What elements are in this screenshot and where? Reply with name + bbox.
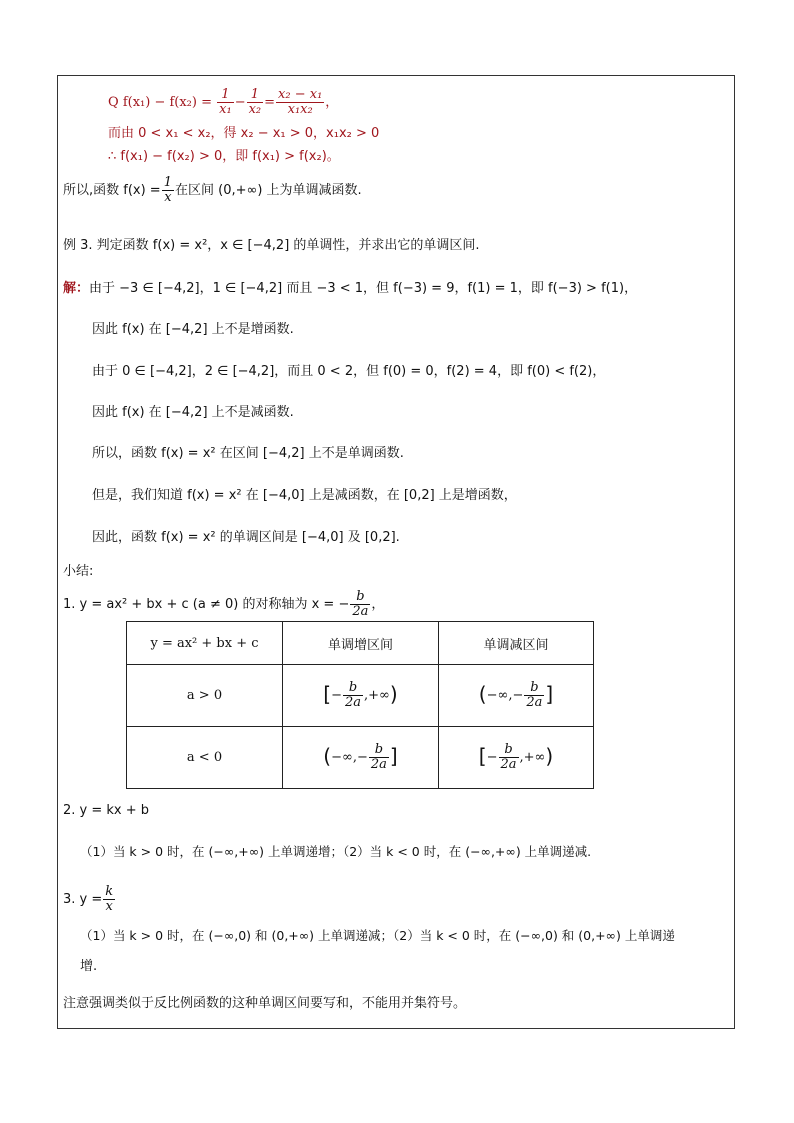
decreasing-interval-cell: [− $\frac{b}{2a}$ ,+∞) [439, 727, 594, 789]
quadratic-monotonicity-table [126, 621, 594, 789]
fraction-1-over-x1: $\frac{1}{\text{x₁}}$ [219, 87, 232, 117]
fraction-k-over-x: $\frac{k}{x}$ [105, 884, 114, 914]
table-header-decreasing: 单调减区间 [439, 622, 594, 665]
proof-difference: f(x₁) − f(x₂) = [122, 95, 212, 110]
decreasing-interval-cell: (−∞,− $\frac{b}{2a}$ ] [439, 665, 594, 727]
summary-note: 注意强调类似于反比例函数的这种单调区间要写和，不能用并集符号。 [63, 996, 467, 1011]
fraction-combined: $\frac{\text{x₂ − x₁}}{\text{x₁x₂}}$ [278, 87, 323, 117]
increasing-interval-cell: (−∞,− $\frac{b}{2a}$ ] [283, 727, 439, 789]
solution-line-7: 因此，函数 f(x) = x² 的单调区间是 [−4,0] 及 [0,2]. [92, 530, 400, 545]
proof-line-2: 而由 0 < x₁ < x₂，得 x₂ − x₁ > 0，x₁x₂ > 0 [108, 126, 380, 141]
solution-line-6: 但是，我们知道 f(x) = x² 在 [−4,0] 上是减函数，在 [0,2] 上是增函数， [92, 488, 517, 503]
increasing-interval-cell: [− $\frac{b}{2a}$ ,+∞) [283, 665, 439, 727]
solution-line-1: 解：由于 −3 ∈ [−4,2]，1 ∈ [−4,2] 而且 −3 < 1，但 f(−3) = 9，f(1) = 1，即 f(−3) > f(1)， [63, 281, 638, 296]
solution-line-5: 所以，函数 f(x) = x² 在区间 [−4,2] 上不是单调函数. [92, 446, 404, 461]
solution-line-2: 因此 f(x) 在 [−4,2] 上不是增函数. [92, 322, 294, 337]
summary-heading: 小结: [63, 564, 94, 579]
summary-item-1: 1. y = ax² + bx + c (a ≠ 0) 的对称轴为 x = − $\frac{b}{2a}$ ， [63, 589, 385, 619]
table-header-function: y = ax² + bx + c [127, 622, 283, 665]
condition-a-positive: a > 0 [127, 665, 283, 727]
example-3-title: 例 3. 判定函数 f(x) = x²，x ∈ [−4,2] 的单调性，并求出它的单调区间. [63, 238, 480, 253]
fraction-b-over-2a: $\frac{b}{2a}$ [352, 589, 369, 619]
summary-item-2: 2. y = kx + b [63, 803, 150, 818]
summary-item-2-detail: （1）当 k > 0 时，在 (−∞,+∞) 上单调递增；（2）当 k < 0 时，在 (−∞,+∞) 上单调递减. [80, 844, 592, 859]
table-header-increasing: 单调增区间 [283, 622, 439, 665]
fraction-1-over-x: $\frac{1}{x}$ [163, 175, 172, 205]
content-frame [57, 75, 735, 1029]
solution-line-3: 由于 0 ∈ [−4,2]，2 ∈ [−4,2]，而且 0 < 2，但 f(0) = 0，f(2) = 4，即 f(0) < f(2)， [92, 364, 606, 379]
proof-conclusion: 所以,函数 f(x) = $\frac{1}{x}$ 在区间 (0,+∞) 上为单调减函数. [63, 175, 362, 205]
table-row [127, 727, 594, 789]
proof-line-1: Q f(x₁) − f(x₂) = $\frac{1}{\text{x₁}}$ − $\frac{1}{\text{x₂}}$ = $\frac{\text{x₂ − x₁}}{\text{x₁x₂}}$ ， [108, 87, 339, 117]
summary-item-3-wrap: 增. [80, 959, 98, 974]
summary-item-3-detail: （1）当 k > 0 时，在 (−∞,0) 和 (0,+∞) 上单调递减；（2）当 k < 0 时，在 (−∞,0) 和 (0,+∞) 上单调递 [80, 928, 675, 943]
table-row [127, 665, 594, 727]
fraction-1-over-x2: $\frac{1}{\text{x₂}}$ [248, 87, 262, 117]
condition-a-negative: a < 0 [127, 727, 283, 789]
solution-label: 解： [63, 281, 90, 296]
summary-item-3: 3. y = $\frac{k}{x}$ [63, 884, 114, 914]
table-header-row [127, 622, 594, 665]
because-symbol: Q [108, 95, 119, 110]
solution-line-4: 因此 f(x) 在 [−4,2] 上不是减函数. [92, 405, 294, 420]
proof-line-3: ∴ f(x₁) − f(x₂) > 0，即 f(x₁) > f(x₂)。 [108, 149, 340, 164]
